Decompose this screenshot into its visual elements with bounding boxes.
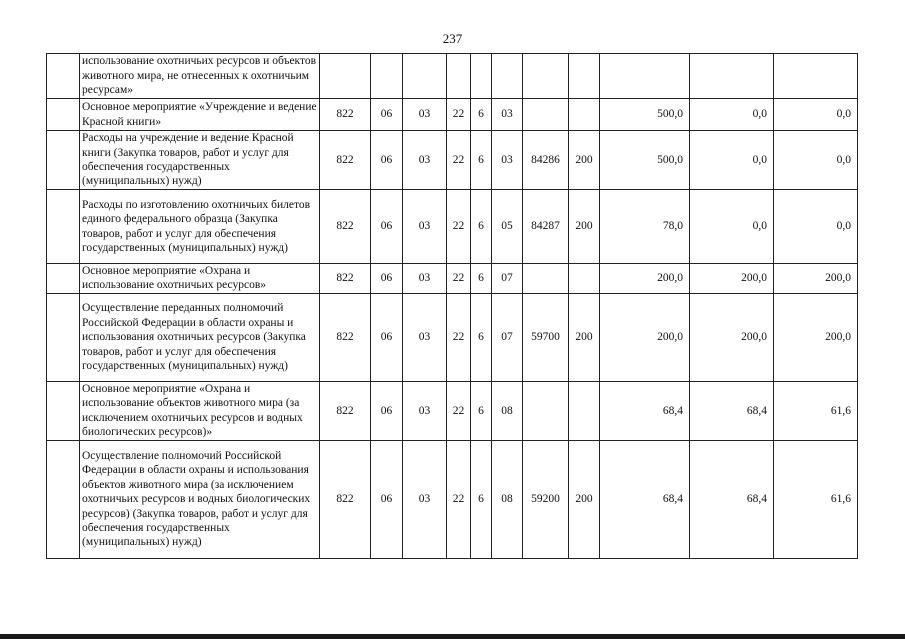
- expense-type-code: [569, 264, 600, 294]
- subsection-code: [403, 54, 447, 99]
- subprogram-code: 6: [471, 264, 492, 294]
- subprogram-code: 6: [471, 440, 492, 558]
- admin-code: 822: [320, 190, 371, 264]
- subprogram-code: 6: [471, 99, 492, 131]
- admin-code: [320, 54, 371, 99]
- direction-code: 84287: [523, 190, 569, 264]
- subprogram-code: 6: [471, 190, 492, 264]
- amount-year-3: 61,6: [774, 381, 858, 440]
- amount-year-2: 0,0: [690, 190, 774, 264]
- amount-year-2: 0,0: [690, 131, 774, 190]
- main-event-code: 05: [492, 190, 523, 264]
- amount-year-1: 500,0: [600, 99, 690, 131]
- row-margin-cell: [47, 54, 80, 99]
- amount-year-2: 0,0: [690, 99, 774, 131]
- row-description: Расходы по изготовлению охотничьих билетов единого федерального образца (Закупка товаров, работ и услуг для обеспечения государственных (муниципальных) нужд): [80, 190, 320, 264]
- amount-year-1: 500,0: [600, 131, 690, 190]
- subsection-code: 03: [403, 190, 447, 264]
- amount-year-3: 0,0: [774, 131, 858, 190]
- section-code: 06: [371, 99, 403, 131]
- row-margin-cell: [47, 440, 80, 558]
- direction-code: [523, 54, 569, 99]
- program-code: 22: [447, 381, 471, 440]
- main-event-code: 03: [492, 131, 523, 190]
- amount-year-3: 0,0: [774, 99, 858, 131]
- section-code: 06: [371, 293, 403, 381]
- amount-year-1: 200,0: [600, 293, 690, 381]
- row-description: Расходы на учреждение и ведение Красной книги (Закупка товаров, работ и услуг для обеспечения государственных (муниципальных) нужд): [80, 131, 320, 190]
- main-event-code: [492, 54, 523, 99]
- amount-year-3: 200,0: [774, 293, 858, 381]
- amount-year-1: 78,0: [600, 190, 690, 264]
- subsection-code: 03: [403, 99, 447, 131]
- row-description: Основное мероприятие «Охрана и использование объектов животного мира (за исключением охотничьих ресурсов и водных биологических ресурсов)»: [80, 381, 320, 440]
- table-row: [47, 131, 858, 190]
- row-description: использование охотничьих ресурсов и объектов животного мира, не отнесенных к охотничьим ресурсам»: [80, 54, 320, 99]
- program-code: 22: [447, 293, 471, 381]
- program-code: 22: [447, 440, 471, 558]
- row-description: Основное мероприятие «Охрана и использование охотничьих ресурсов»: [80, 264, 320, 294]
- section-code: 06: [371, 264, 403, 294]
- amount-year-1: 68,4: [600, 381, 690, 440]
- table-row: [47, 440, 858, 558]
- amount-year-3: [774, 54, 858, 99]
- table-row: [47, 190, 858, 264]
- expense-type-code: [569, 54, 600, 99]
- expense-type-code: [569, 381, 600, 440]
- section-code: 06: [371, 190, 403, 264]
- amount-year-1: 200,0: [600, 264, 690, 294]
- expense-type-code: 200: [569, 190, 600, 264]
- expense-type-code: 200: [569, 131, 600, 190]
- amount-year-1: [600, 54, 690, 99]
- row-margin-cell: [47, 190, 80, 264]
- direction-code: 59700: [523, 293, 569, 381]
- row-margin-cell: [47, 293, 80, 381]
- section-code: 06: [371, 131, 403, 190]
- table-row: [47, 381, 858, 440]
- section-code: [371, 54, 403, 99]
- program-code: [447, 54, 471, 99]
- expense-type-code: [569, 99, 600, 131]
- subsection-code: 03: [403, 293, 447, 381]
- subsection-code: 03: [403, 264, 447, 294]
- section-code: 06: [371, 381, 403, 440]
- subprogram-code: 6: [471, 381, 492, 440]
- admin-code: 822: [320, 381, 371, 440]
- table-row: [47, 264, 858, 294]
- expense-type-code: 200: [569, 440, 600, 558]
- row-description: Осуществление полномочий Российской Федерации в области охраны и использования объектов животного мира (за исключением охотничьих ресурсов и водных биологических ресурсов) (Закупка товаров, работ и услуг для обеспечения государственных (муниципальных) нужд): [80, 440, 320, 558]
- row-description: Основное мероприятие «Учреждение и ведение Красной книги»: [80, 99, 320, 131]
- amount-year-2: 68,4: [690, 381, 774, 440]
- main-event-code: 03: [492, 99, 523, 131]
- main-event-code: 08: [492, 381, 523, 440]
- subprogram-code: [471, 54, 492, 99]
- main-event-code: 07: [492, 264, 523, 294]
- direction-code: [523, 99, 569, 131]
- row-description: Осуществление переданных полномочий Российской Федерации в области охраны и использования охотничьих ресурсов (Закупка товаров, работ и услуг для обеспечения государственных (муниципальных) нужд): [80, 293, 320, 381]
- amount-year-3: 200,0: [774, 264, 858, 294]
- table-row: [47, 293, 858, 381]
- direction-code: [523, 381, 569, 440]
- amount-year-2: 200,0: [690, 264, 774, 294]
- row-margin-cell: [47, 381, 80, 440]
- subsection-code: 03: [403, 131, 447, 190]
- table-row: [47, 54, 858, 99]
- program-code: 22: [447, 190, 471, 264]
- admin-code: 822: [320, 99, 371, 131]
- amount-year-2: 200,0: [690, 293, 774, 381]
- row-margin-cell: [47, 264, 80, 294]
- subprogram-code: 6: [471, 293, 492, 381]
- row-margin-cell: [47, 131, 80, 190]
- amount-year-2: [690, 54, 774, 99]
- page-number: 237: [442, 31, 463, 46]
- row-margin-cell: [47, 99, 80, 131]
- budget-table: [46, 53, 858, 559]
- scan-edge: [0, 634, 905, 639]
- admin-code: 822: [320, 293, 371, 381]
- amount-year-3: 0,0: [774, 190, 858, 264]
- admin-code: 822: [320, 264, 371, 294]
- admin-code: 822: [320, 440, 371, 558]
- table-row: [47, 99, 858, 131]
- amount-year-3: 61,6: [774, 440, 858, 558]
- amount-year-1: 68,4: [600, 440, 690, 558]
- direction-code: [523, 264, 569, 294]
- direction-code: 84286: [523, 131, 569, 190]
- direction-code: 59200: [523, 440, 569, 558]
- program-code: 22: [447, 99, 471, 131]
- program-code: 22: [447, 264, 471, 294]
- admin-code: 822: [320, 131, 371, 190]
- program-code: 22: [447, 131, 471, 190]
- section-code: 06: [371, 440, 403, 558]
- main-event-code: 08: [492, 440, 523, 558]
- subsection-code: 03: [403, 440, 447, 558]
- main-event-code: 07: [492, 293, 523, 381]
- subprogram-code: 6: [471, 131, 492, 190]
- amount-year-2: 68,4: [690, 440, 774, 558]
- subsection-code: 03: [403, 381, 447, 440]
- expense-type-code: 200: [569, 293, 600, 381]
